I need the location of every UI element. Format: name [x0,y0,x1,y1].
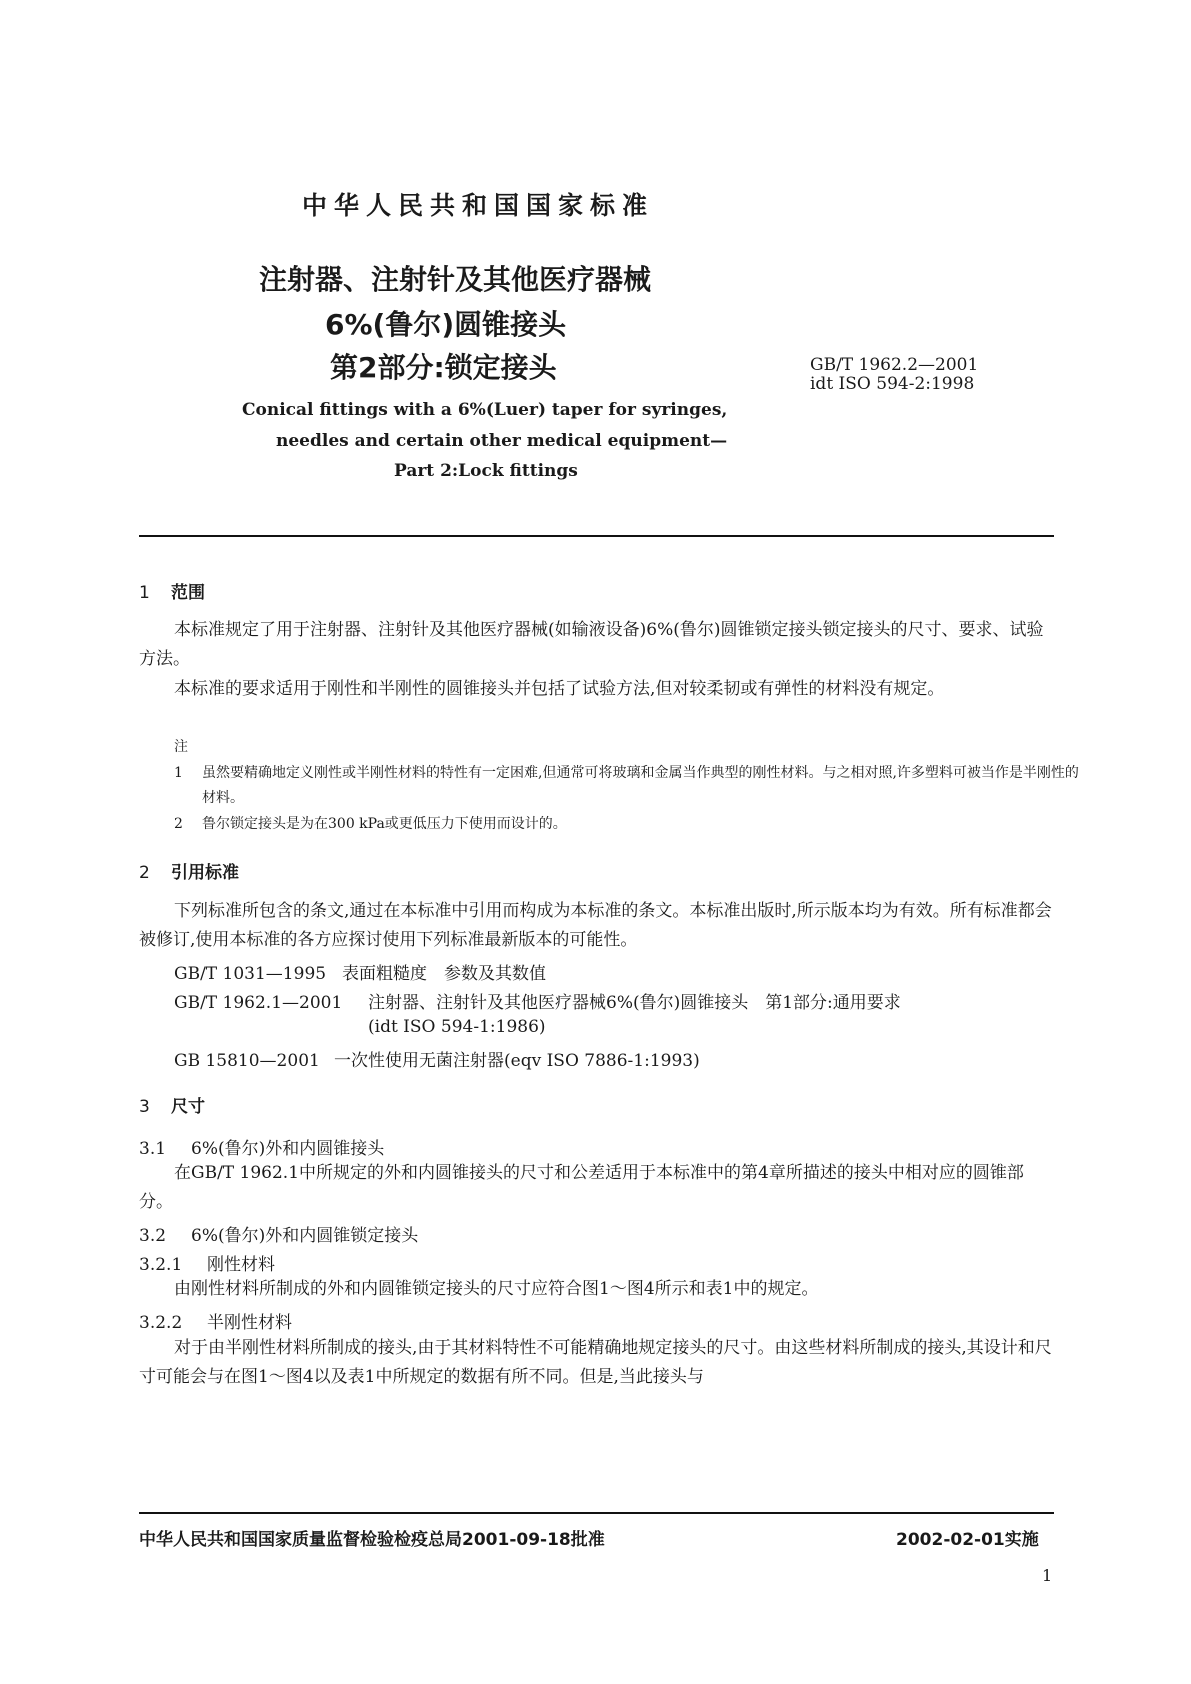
section-3-1-number: 3.1 [139,1139,167,1159]
national-standard-title: 中华人民共和国国家标准 [302,191,655,220]
section-3-2-2-para: 对于由半刚性材料所制成的接头,由于其材料特性不可能精确地规定接头的尺寸。由这些材料所制成的接头,其设计和尺寸可能会与在图1～图4以及表1中所规定的数据有所不同。但是,当此接头与 [139,1338,1052,1387]
section-1-heading [139,578,205,603]
section-3-1-heading [139,1134,384,1159]
reference-3-code: GB 15810—2001 [174,1051,320,1071]
section-3-2-2-title: 半刚性材料 [207,1313,292,1333]
section-3-2-1-para: 由刚性材料所制成的外和内圆锥锁定接头的尺寸应符合图1～图4所示和表1中的规定。 [174,1279,819,1299]
en-title-line2: needles and certain other medical equipment— [276,431,728,451]
reference-1-code: GB/T 1031—1995 [174,964,327,984]
section-1-para-2: 本标准的要求适用于刚性和半刚性的圆锥接头并包括了试验方法,但对较柔韧或有弹性的材料没有规定。 [174,679,945,699]
cn-title-line3: 第2部分:锁定接头 [330,351,557,384]
note-1-number: 1 [174,765,183,781]
en-title-line1: Conical fittings with a 6%(Luer) taper for syringes, [242,400,728,420]
reference-2-title: 注射器、注射针及其他医疗器械6%(鲁尔)圆锥接头 第1部分:通用要求 [368,993,901,1013]
section-3-2-2-number: 3.2.2 [139,1313,183,1333]
section-3-2-1-heading [139,1250,275,1275]
standard-number: GB/T 1962.2—2001 [810,355,979,375]
implementation-date: 2002-02-01实施 [896,1530,1039,1550]
section-3-heading [139,1092,205,1117]
section-3-1-para: 在GB/T 1962.1中所规定的外和内圆锥接头的尺寸和公差适用于本标准中的第4章所描述的接头中相对应的圆锥部分。 [139,1163,1024,1212]
reference-2-code: GB/T 1962.1—2001 [174,993,343,1013]
section-1-number: 1 [139,583,150,603]
reference-2-equivalence: (idt ISO 594-1:1986) [368,1017,546,1037]
section-1-para-1: 本标准规定了用于注射器、注射针及其他医疗器械(如输液设备)6%(鲁尔)圆锥锁定接头锁定接头的尺寸、要求、试验方法。 [139,620,1044,669]
section-2-number: 2 [139,863,150,883]
cn-title-line1: 注射器、注射针及其他医疗器械 [259,263,652,296]
note-2 [174,812,1082,837]
reference-3-title: 一次性使用无菌注射器(eqv ISO 7886-1:1993) [334,1051,700,1071]
footer-rule [139,1512,1054,1514]
reference-2 [174,988,901,1013]
approval-line: 中华人民共和国国家质量监督检验检疫总局2001-09-18批准 [139,1530,605,1550]
section-2-title: 引用标准 [171,863,239,883]
standard-equivalence: idt ISO 594-2:1998 [810,374,975,394]
note-1-text: 虽然要精确地定义刚性或半刚性材料的特性有一定困难,但通常可将玻璃和金属当作典型的刚性材料。与之相对照,许多塑料可被当作是半刚性的材料。 [202,765,1079,806]
reference-3 [174,1046,700,1071]
section-3-2-title: 6%(鲁尔)外和内圆锥锁定接头 [191,1226,419,1246]
reference-1 [174,959,546,984]
section-3-number: 3 [139,1097,150,1117]
cn-title-line2: 6%(鲁尔)圆锥接头 [325,308,567,341]
section-3-2-1-number: 3.2.1 [139,1255,183,1275]
en-title-line3: Part 2:Lock fittings [394,461,578,481]
section-2-heading [139,858,239,883]
section-2-para-1: 下列标准所包含的条文,通过在本标准中引用而构成为本标准的条文。本标准出版时,所示版本均为有效。所有标准都会被修订,使用本标准的各方应探讨使用下列标准最新版本的可能性。 [139,901,1052,950]
section-1-title: 范围 [171,583,205,603]
header-rule [139,535,1054,537]
section-3-title: 尺寸 [171,1097,205,1117]
section-3-2-number: 3.2 [139,1226,167,1246]
note-2-number: 2 [174,816,183,832]
reference-1-title: 表面粗糙度 参数及其数值 [342,964,546,984]
section-3-2-heading [139,1221,418,1246]
section-3-2-2-heading [139,1308,292,1333]
section-3-2-1-title: 刚性材料 [207,1255,275,1275]
page-number: 1 [1042,1566,1053,1585]
section-3-1-title: 6%(鲁尔)外和内圆锥接头 [191,1139,385,1159]
note-2-text: 鲁尔锁定接头是为在300 kPa或更低压力下使用而设计的。 [202,816,567,832]
note-label: 注 [174,739,188,755]
note-1 [174,761,1082,811]
